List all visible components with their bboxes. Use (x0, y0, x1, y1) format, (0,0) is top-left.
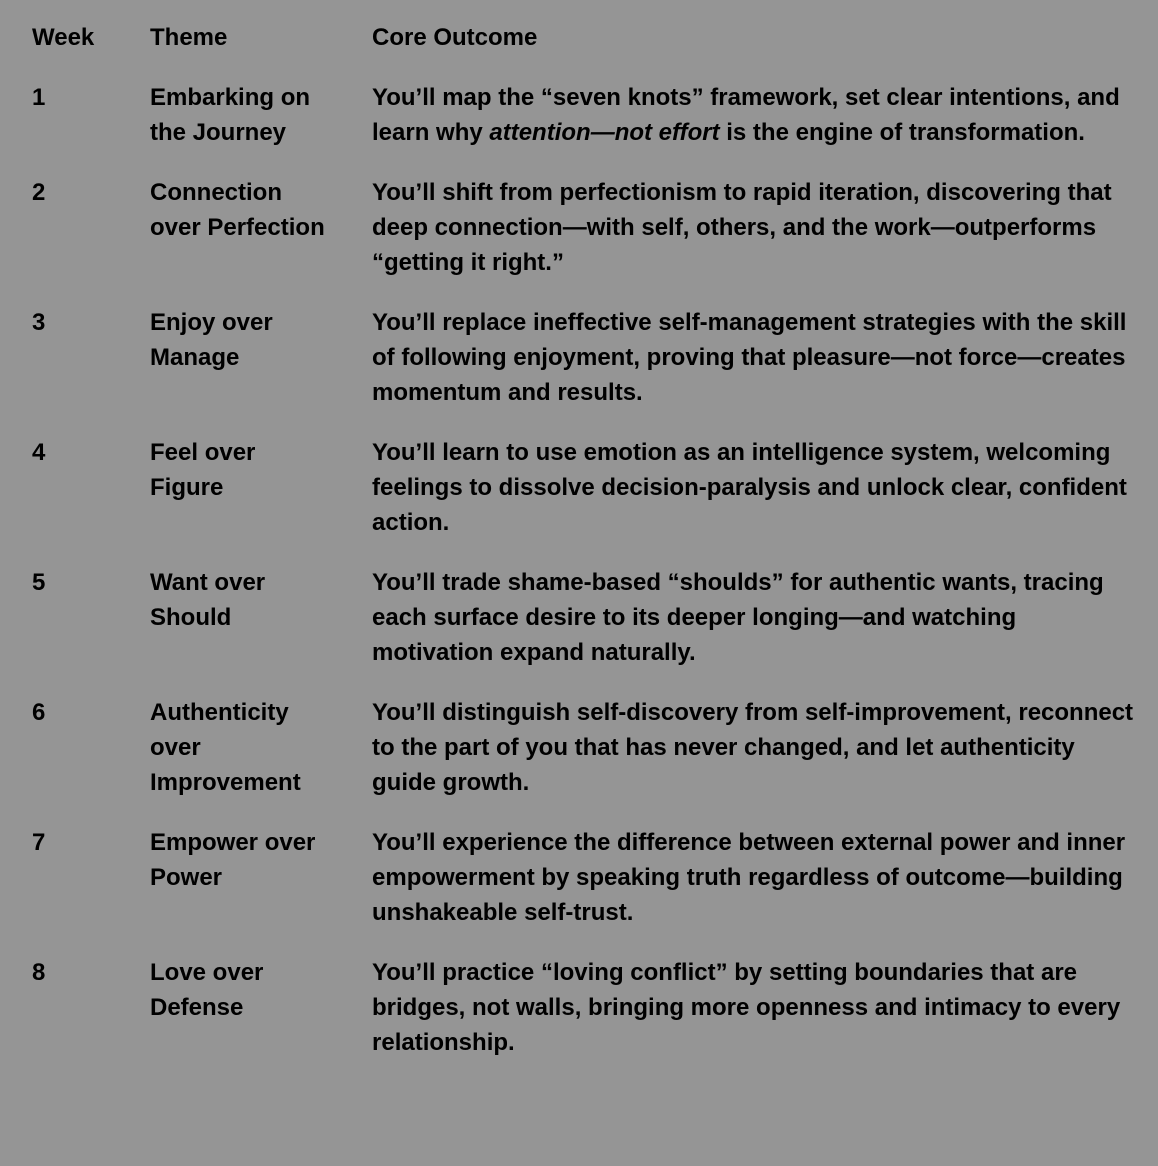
week-number: 7 (32, 829, 46, 856)
outcome-text: is the engine of transformation. (719, 119, 1085, 146)
table-row (32, 565, 1142, 670)
theme-line: Manage (150, 344, 240, 371)
outcome-cell: You’ll trade shame-based “shoulds” for authentic wants, tracing each surface desire to its deeper longing—and watching motivation expand naturally. (372, 569, 1104, 666)
theme-cell (150, 695, 372, 800)
theme-line: Power (150, 864, 223, 891)
theme-cell (150, 305, 372, 410)
week-number: 8 (32, 959, 46, 986)
theme-cell (150, 80, 372, 150)
theme-line: over (150, 734, 201, 761)
week-number: 4 (32, 439, 46, 466)
week-number: 5 (32, 569, 46, 596)
theme-cell (150, 955, 372, 1060)
theme-cell (150, 435, 372, 540)
theme-line: Love over (150, 959, 264, 986)
table-row (32, 175, 1142, 280)
theme-cell (150, 565, 372, 670)
theme-line: Want over (150, 569, 266, 596)
table-row (32, 435, 1142, 540)
outcome-cell: You’ll learn to use emotion as an intelligence system, welcoming feelings to dissolve decision-paralysis and unlock clear, confident action. (372, 439, 1127, 536)
outcome-cell: You’ll practice “loving conflict” by setting boundaries that are bridges, not walls, bringing more openness and intimacy to every relationship. (372, 959, 1121, 1056)
theme-line: Feel over (150, 439, 256, 466)
table-row (32, 955, 1142, 1060)
theme-line: Authenticity (150, 699, 289, 726)
outcome-cell: You’ll distinguish self-discovery from self-improvement, reconnect to the part of you that has never changed, and let authenticity guide growth. (372, 699, 1134, 796)
table-row (32, 80, 1142, 150)
table-header-row (32, 20, 1142, 55)
table-row (32, 305, 1142, 410)
theme-cell (150, 175, 372, 280)
theme-line: Figure (150, 474, 224, 501)
outcome-emphasis: attention—not effort (489, 119, 720, 146)
outcome-cell (372, 80, 1137, 150)
week-number: 2 (32, 179, 46, 206)
table-row (32, 695, 1142, 800)
outcome-text: You’ll map the “seven knots” framework, set clear intentions, and learn why (372, 84, 1120, 146)
header-theme: Theme (150, 24, 228, 51)
theme-line: Should (150, 604, 232, 631)
week-number: 1 (32, 84, 46, 111)
header-week: Week (32, 24, 95, 51)
theme-line: Empower over (150, 829, 316, 856)
theme-line: Defense (150, 994, 244, 1021)
theme-cell (150, 825, 372, 930)
table-row (32, 825, 1142, 930)
week-number: 3 (32, 309, 46, 336)
outcome-cell: You’ll replace ineffective self-management strategies with the skill of following enjoyment, proving that pleasure—not force—creates momentum and results. (372, 309, 1127, 406)
curriculum-table (32, 20, 1142, 1085)
outcome-cell: You’ll experience the difference between external power and inner empowerment by speaking truth regardless of outcome—building unshakeable self-trust. (372, 829, 1126, 926)
outcome-cell: You’ll shift from perfectionism to rapid iteration, discovering that deep connection—with self, others, and the work—outperforms “getting it right.” (372, 179, 1112, 276)
theme-line: Connection (150, 179, 282, 206)
theme-line: the Journey (150, 119, 287, 146)
theme-line: Enjoy over (150, 309, 273, 336)
header-core-outcome: Core Outcome (372, 24, 538, 51)
week-number: 6 (32, 699, 46, 726)
theme-line: Embarking on (150, 84, 311, 111)
theme-line: Improvement (150, 769, 301, 796)
theme-line: over Perfection (150, 214, 325, 241)
